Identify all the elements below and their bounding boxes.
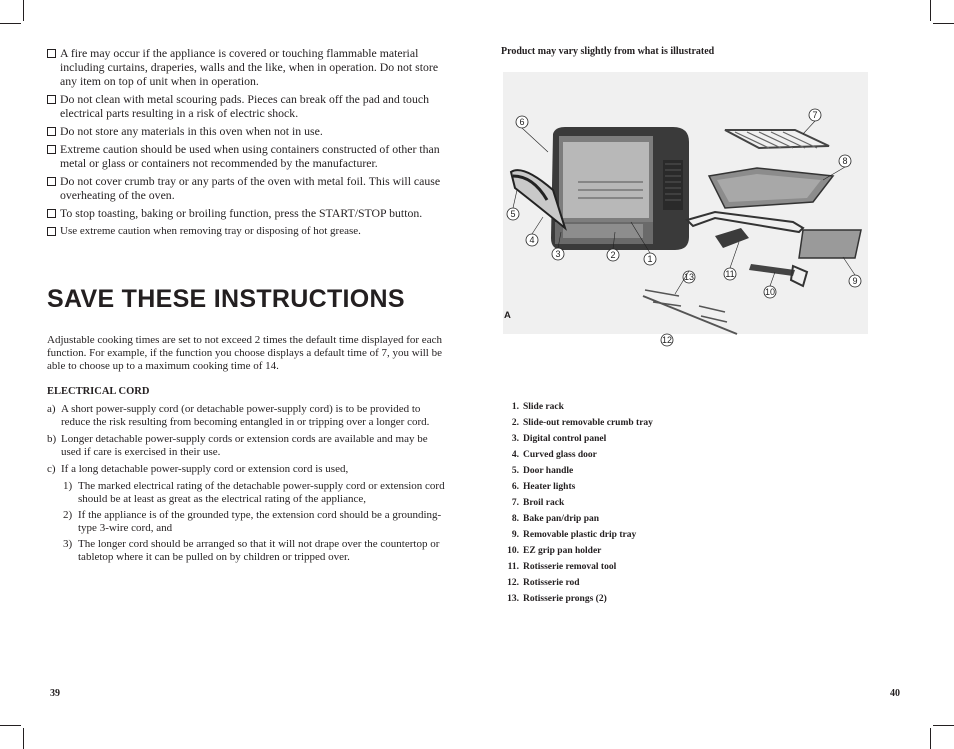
- parts-list-item: 6. Heater lights: [511, 482, 576, 492]
- parts-list-item: 13. Rotisserie prongs (2): [507, 594, 607, 604]
- section-heading: ELECTRICAL CORD: [47, 386, 150, 397]
- safety-bullet-list: [47, 46, 455, 242]
- rotisserie-tool-illustration: [749, 264, 807, 286]
- parts-list-item: 11. Rotisserie removal tool: [507, 562, 617, 572]
- parts-list-item: 8. Bake pan/drip pan: [511, 514, 600, 524]
- checkbox-bullet-icon: [47, 49, 56, 58]
- crop-mark: [23, 0, 24, 21]
- cord-item: b) Longer detachable power-supply cords or extension cords are available and may be used if care is exercised in their use.: [47, 433, 428, 458]
- checkbox-bullet-icon: [47, 95, 56, 104]
- callout-label-13: 13: [683, 272, 695, 282]
- crop-mark: [933, 23, 954, 24]
- parts-list-item: 12. Rotisserie rod: [507, 578, 580, 588]
- cooking-time-paragraph: Adjustable cooking times are set to not exceed 2 times the default time displayed for each function. For example, if the function you choose displays a default time of 7, you will be able to choose up to a maximum cooking time of 14.: [47, 334, 442, 372]
- safety-bullet: Extreme caution should be used when using containers constructed of other than metal or glass or containers not recommended by the manufacturer.: [47, 142, 455, 170]
- cord-subitem: 2) If the appliance is of the grounded type, the extension cord should be a grounding-type 3-wire cord, and: [63, 509, 442, 534]
- page-number-right: 40: [890, 688, 900, 699]
- safety-bullet: Do not store any materials in this oven when not in use.: [47, 124, 455, 138]
- callout-label-10: 10: [764, 287, 776, 297]
- cord-item: a) A short power-supply cord (or detachable power-supply cord) is to be provided to reduce the risk resulting from becoming entangled in or tripping over a longer cord.: [47, 403, 430, 428]
- crop-mark: [0, 725, 21, 726]
- crop-mark: [0, 23, 21, 24]
- callout-label-4: 4: [529, 235, 535, 245]
- drip-tray-illustration: [687, 212, 861, 258]
- electrical-cord-list: [47, 403, 447, 567]
- oven-parts-illustration: [503, 72, 868, 345]
- rotisserie-rod-illustration: [643, 290, 737, 334]
- cord-subitem: 1) The marked electrical rating of the detachable power-supply cord or extension cord should be at least as great as the electrical rating of the appliance,: [63, 480, 445, 505]
- callout-label-12: 12: [661, 335, 673, 345]
- cord-subitem: 3) The longer cord should be arranged so that it will not drape over the countertop or tabletop where it can be pulled on by children or tripped over.: [63, 538, 440, 563]
- callout-label-2: 2: [610, 250, 616, 260]
- parts-list-item: 1. Slide rack: [511, 402, 564, 412]
- safety-bullet: Use extreme caution when removing tray or disposing of hot grease.: [47, 224, 455, 238]
- parts-list-item: 4. Curved glass door: [511, 450, 597, 460]
- parts-list-item: 9. Removable plastic drip tray: [511, 530, 637, 540]
- crop-mark: [23, 728, 24, 749]
- callout-label-5: 5: [510, 209, 516, 219]
- parts-list-item: 10. EZ grip pan holder: [507, 546, 602, 556]
- callout-label-6: 6: [519, 117, 525, 127]
- figure-label: A: [504, 310, 511, 321]
- page-number-left: 39: [50, 688, 60, 699]
- safety-bullet: Do not clean with metal scouring pads. Pieces can break off the pad and touch electrical parts resulting in a risk of electric shock.: [47, 92, 455, 120]
- product-note: Product may vary slightly from what is illustrated: [501, 46, 715, 57]
- parts-list-item: 7. Broil rack: [511, 498, 565, 508]
- cord-item: c) If a long detachable power-supply cord or extension cord is used,: [47, 463, 349, 475]
- crop-mark: [930, 728, 931, 749]
- callout-label-11: 11: [725, 269, 735, 279]
- callout-label-7: 7: [812, 110, 818, 120]
- safety-bullet: To stop toasting, baking or broiling function, press the START/STOP button.: [47, 206, 455, 220]
- crop-mark: [933, 725, 954, 726]
- checkbox-bullet-icon: [47, 177, 56, 186]
- checkbox-bullet-icon: [47, 127, 56, 136]
- bake-pan-illustration: [709, 168, 833, 208]
- oven-illustration: [511, 127, 689, 250]
- crop-mark: [930, 0, 931, 21]
- callout-label-9: 9: [852, 276, 858, 286]
- checkbox-bullet-icon: [47, 209, 56, 218]
- callout-label-8: 8: [842, 156, 848, 166]
- checkbox-bullet-icon: [47, 145, 56, 154]
- safety-bullet: Do not cover crumb tray or any parts of the oven with metal foil. This will cause overheating of the oven.: [47, 174, 455, 202]
- parts-list-item: 3. Digital control panel: [511, 434, 607, 444]
- safety-bullet: A fire may occur if the appliance is covered or touching flammable material including curtains, draperies, walls and the like, when in operation. Do not store any item on top of unit when in operation.: [47, 46, 455, 88]
- parts-list-item: 5. Door handle: [511, 466, 574, 476]
- broil-rack-illustration: [725, 130, 829, 148]
- callout-label-1: 1: [647, 254, 653, 264]
- parts-list: [500, 399, 653, 607]
- checkbox-bullet-icon: [47, 227, 56, 236]
- page-title: SAVE THESE INSTRUCTIONS: [47, 285, 405, 313]
- parts-list-item: 2. Slide-out removable crumb tray: [511, 418, 653, 428]
- callout-label-3: 3: [555, 249, 561, 259]
